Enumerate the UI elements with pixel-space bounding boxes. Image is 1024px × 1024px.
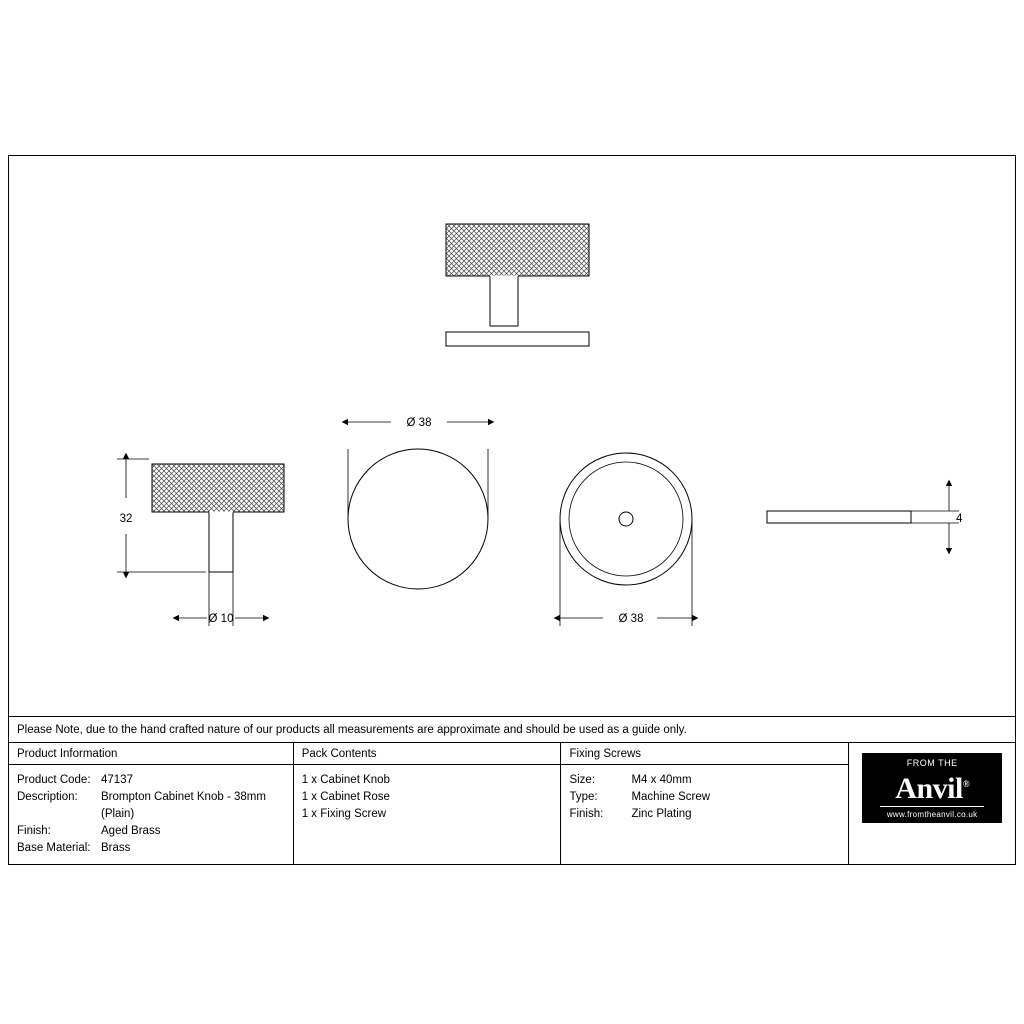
rose-side-elevation [767, 511, 911, 523]
dimension-label-rose-thickness: 4 [956, 513, 963, 525]
screw-size-value: M4 x 40mm [631, 774, 692, 786]
base-material-label: Base Material: [17, 842, 91, 854]
dimension-rose-thickness-4 [911, 486, 963, 548]
fixing-screws-panel [561, 743, 849, 865]
dimension-label-rose-dia: Ø 38 [618, 613, 644, 625]
logo-from-the-text: FROM THE [906, 758, 958, 768]
logo-website-url: www.fromtheanvil.co.uk [886, 810, 978, 819]
pack-contents-title: Pack Contents [294, 743, 561, 765]
information-panels [9, 743, 1015, 865]
screw-size-row [569, 772, 840, 789]
dimension-label-height: 32 [119, 513, 133, 525]
rose-plan-view [560, 453, 692, 585]
product-code-row [17, 772, 285, 789]
finish-row [17, 823, 285, 840]
fixing-screws-title: Fixing Screws [561, 743, 848, 765]
dimension-label-shank-dia: Ø 10 [208, 613, 234, 625]
from-the-anvil-logo [862, 753, 1002, 823]
finish-label: Finish: [17, 825, 51, 837]
description-row [17, 789, 285, 806]
product-information-panel [9, 743, 294, 865]
dimension-label-knob-dia: Ø 38 [406, 417, 432, 429]
measurement-note [9, 717, 1015, 743]
product-code-value: 47137 [101, 774, 133, 786]
product-code-label: Product Code: [17, 774, 91, 786]
pack-contents-panel [294, 743, 562, 865]
brand-logo-panel [849, 743, 1015, 865]
technical-drawing-area [9, 156, 1015, 717]
logo-divider [880, 806, 984, 807]
description-value-line2: (Plain) [101, 808, 135, 820]
screw-finish-value: Zinc Plating [631, 808, 692, 820]
product-drawings [9, 156, 1015, 716]
screw-type-label: Type: [569, 791, 598, 803]
dimension-shank-dia-10 [179, 572, 263, 626]
drawing-sheet [8, 155, 1016, 865]
logo-anvil-text [862, 769, 1002, 804]
pack-contents-item: 1 x Cabinet Knob [301, 774, 390, 786]
knob-front-elevation [446, 224, 589, 346]
description-value: Brompton Cabinet Knob - 38mm [101, 791, 266, 803]
base-material-row [17, 840, 285, 857]
finish-value: Aged Brass [101, 825, 161, 837]
measurement-note-text: Please Note, due to the hand crafted nature of our products all measurements are approximate and should be used as a guide only. [17, 723, 687, 736]
description-label: Description: [17, 791, 78, 803]
screw-finish-label: Finish: [569, 808, 604, 820]
logo-anvil-word: Anvil [895, 772, 963, 805]
pack-contents-item: 1 x Fixing Screw [301, 808, 387, 820]
pack-contents-item: 1 x Cabinet Rose [301, 791, 390, 803]
base-material-value: Brass [101, 842, 131, 854]
product-information-title: Product Information [9, 743, 293, 765]
knob-plan-view [348, 449, 488, 589]
knob-side-elevation [152, 464, 284, 572]
logo-registered-mark: ® [962, 779, 970, 789]
screw-type-value: Machine Screw [631, 791, 711, 803]
screw-size-label: Size: [569, 774, 596, 786]
screw-finish-row [569, 806, 840, 823]
screw-type-row [569, 789, 840, 806]
